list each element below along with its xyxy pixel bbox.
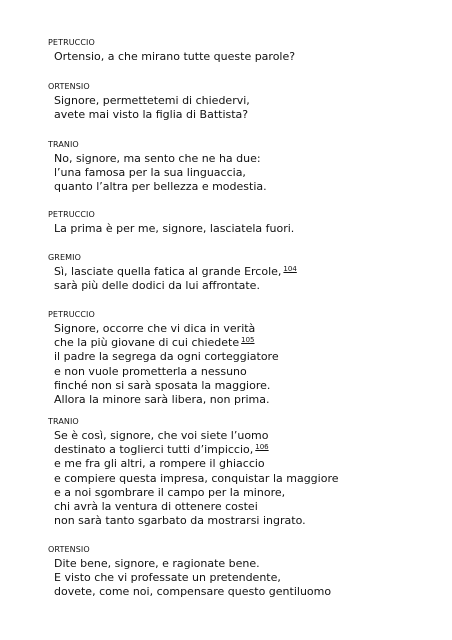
verse-line: Signore, occorre che vi dica in verità xyxy=(54,322,256,335)
verse-text: destinato a toglierci tutti d’impiccio, xyxy=(54,443,254,457)
speaker-name: TRANIO xyxy=(48,417,79,426)
verse-line: sarà più delle dodici da lui affrontate. xyxy=(54,279,260,293)
verse-line: chi avrà la ventura di ottenere costei xyxy=(54,499,258,513)
speaker-name: PETRUCCIO xyxy=(48,310,95,319)
speech-lines xyxy=(54,94,250,122)
verse-text: che la più giovane di cui chiedete xyxy=(54,336,240,350)
verse-line: e non vuole prometterla a nessuno xyxy=(54,364,247,378)
verse-line xyxy=(54,265,297,279)
verse-line: non sarà tanto sgarbato da mostrarsi ingrato. xyxy=(54,514,306,528)
verse-line: l’una famosa per la sua linguaccia, xyxy=(54,166,246,180)
verse-line: Ortensio, a che mirano tutte queste parole? xyxy=(54,50,296,63)
verse-line: e compiere questa impresa, conquistar la maggiore xyxy=(54,471,339,485)
speech-lines xyxy=(54,265,297,293)
speaker-name: PETRUCCIO xyxy=(48,38,95,47)
verse-line: Signore, permettetemi di chiedervi, xyxy=(54,94,250,107)
speaker-name: ORTENSIO xyxy=(48,545,90,554)
verse-line: No, signore, ma sento che ne ha due: xyxy=(54,152,261,165)
verse-line: quanto l’altra per bellezza e modestia. xyxy=(54,180,267,194)
speech-lines xyxy=(54,222,294,236)
footnote-reference[interactable]: 104 xyxy=(283,265,297,273)
verse-line: Allora la minore sarà libera, non prima. xyxy=(54,392,270,406)
verse-text: Sì, lasciate quella fatica al grande Ercole, xyxy=(54,265,282,278)
verse-line: E visto che vi professate un pretendente, xyxy=(54,571,281,585)
footnote-reference[interactable]: 106 xyxy=(255,443,269,452)
speaker-name: TRANIO xyxy=(48,140,79,149)
verse-line: avete mai visto la figlia di Battista? xyxy=(54,108,249,122)
verse-line: e a noi sgombrare il campo per la minore, xyxy=(54,485,286,499)
speech-lines xyxy=(54,322,279,407)
verse-line: La prima è per me, signore, lasciatela fuori. xyxy=(54,222,295,235)
verse-line: Se è così, signore, che voi siete l’uomo xyxy=(54,429,269,442)
speaker-name: GREMIO xyxy=(48,253,81,262)
speech-lines xyxy=(54,557,331,600)
verse-line: finché non si sarà sposata la maggiore. xyxy=(54,378,271,392)
verse-line xyxy=(54,443,339,457)
footnote-reference[interactable]: 105 xyxy=(241,336,255,345)
speech-lines xyxy=(54,429,339,528)
speech-lines xyxy=(54,50,295,64)
speech-lines xyxy=(54,152,267,195)
verse-line: dovete, come noi, compensare questo gentiluomo xyxy=(54,585,332,599)
verse-line: il padre la segrega da ogni corteggiatore xyxy=(54,350,279,364)
speaker-name: ORTENSIO xyxy=(48,82,90,91)
speaker-name: PETRUCCIO xyxy=(48,210,95,219)
verse-line: Dite bene, signore, e ragionate bene. xyxy=(54,557,260,570)
verse-line: e me fra gli altri, a rompere il ghiaccio xyxy=(54,457,265,471)
verse-line xyxy=(54,336,279,350)
